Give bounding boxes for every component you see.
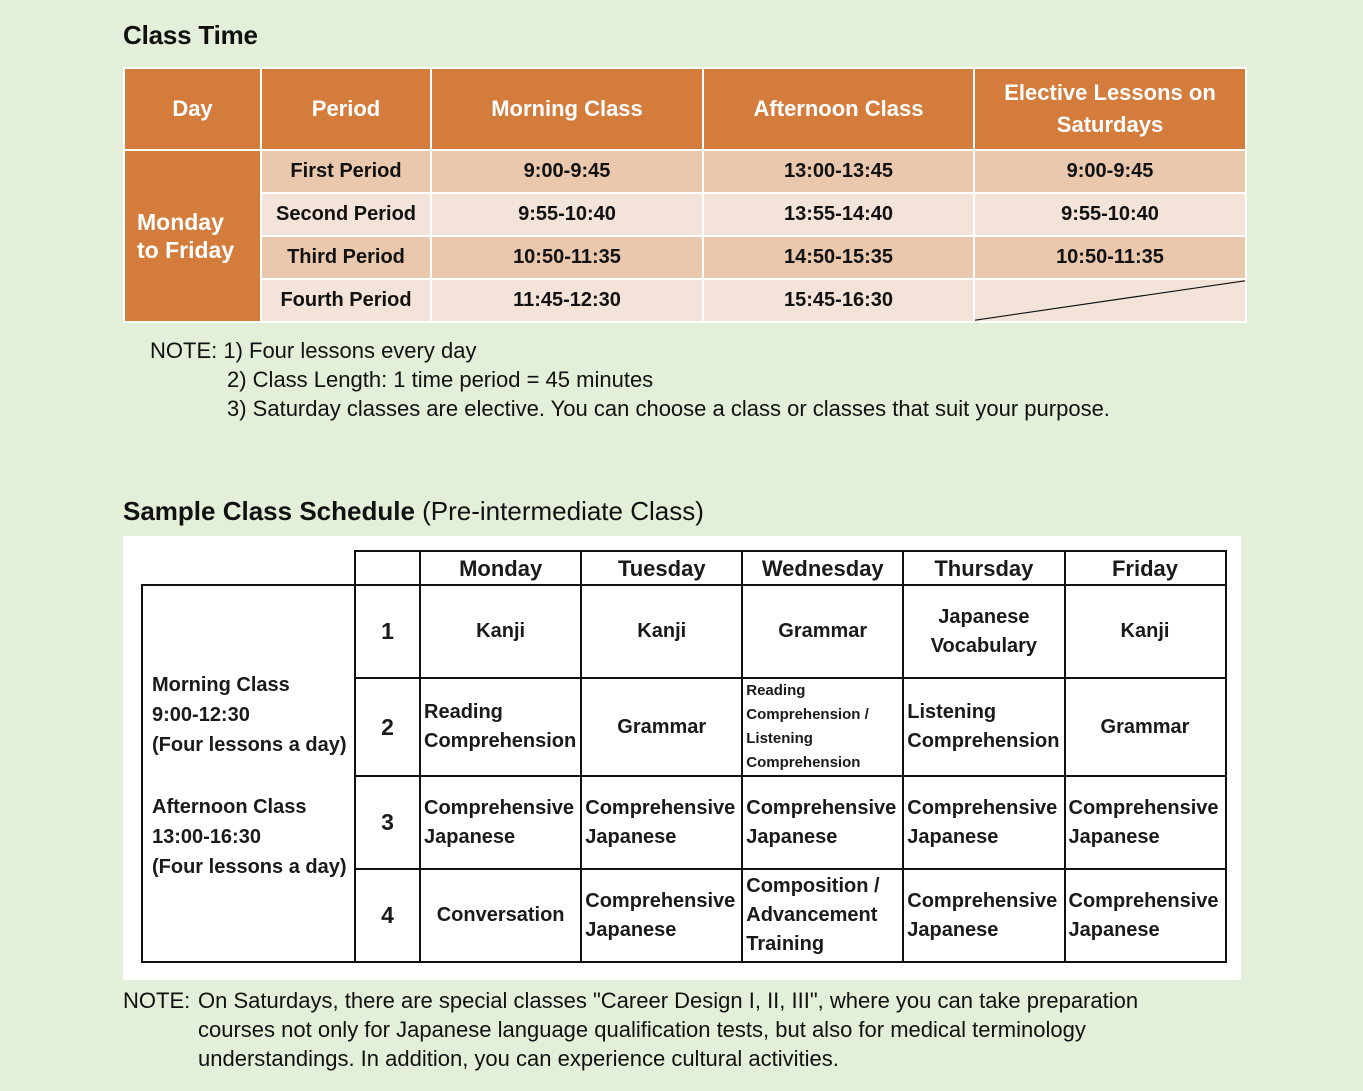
class-time-notes [150, 336, 1110, 423]
lesson-text: Comprehensive [746, 796, 897, 819]
note-line: 2) Class Length: 1 time period = 45 minutes [227, 367, 654, 392]
afternoon-time-cell: 13:55-14:40 [703, 193, 974, 236]
lesson-text: Japanese [585, 825, 677, 848]
day-header: Monday [420, 551, 581, 585]
lesson-cell [1065, 869, 1226, 962]
note-line: courses not only for Japanese language qualification tests, but also for medical terminology [198, 1017, 1086, 1042]
sample-schedule-table [141, 550, 1227, 963]
afternoon-label-time: 13:00-16:30 [152, 826, 261, 848]
afternoon-time-cell: 13:00-13:45 [703, 150, 974, 193]
lesson-cell [742, 585, 903, 678]
lesson-cell [903, 678, 1064, 776]
lesson-cell [581, 776, 742, 869]
period-number: 4 [355, 869, 420, 962]
lesson-cell [903, 776, 1064, 869]
lesson-text: Comprehensive [424, 796, 575, 819]
morning-time-cell: 11:45-12:30 [431, 279, 703, 322]
lesson-cell [420, 869, 581, 962]
lesson-cell [420, 776, 581, 869]
lesson-text: Comprehension [424, 730, 577, 752]
lesson-text: Japanese [907, 918, 999, 941]
afternoon-label [152, 792, 350, 882]
schedule-header-row [142, 551, 1226, 585]
morning-label [152, 670, 350, 760]
period-cell: First Period [261, 150, 431, 193]
lesson-text: Grammar [617, 715, 707, 738]
lesson-cell [742, 776, 903, 869]
class-time-title: Class Time [123, 20, 258, 50]
lesson-text: Japanese [746, 825, 838, 848]
period-number-header [355, 551, 420, 585]
afternoon-label-title: Afternoon Class [152, 796, 307, 818]
lesson-cell [742, 869, 903, 962]
day-header: Tuesday [581, 551, 742, 585]
period-cell: Second Period [261, 193, 431, 236]
lesson-text: Comprehensive [1068, 796, 1219, 819]
sample-schedule-panel [123, 536, 1241, 980]
header-morning: Morning Class [431, 68, 703, 150]
day-range-line1: Monday [137, 209, 224, 235]
day-header: Wednesday [742, 551, 903, 585]
afternoon-time-cell: 14:50-15:35 [703, 236, 974, 279]
header-period: Period [261, 68, 431, 150]
lesson-cell [581, 869, 742, 962]
saturday-time-cell: 9:00-9:45 [974, 150, 1246, 193]
lesson-text: Japanese [1068, 918, 1160, 941]
day-range-cell [124, 150, 261, 322]
sample-schedule-title-sub: (Pre-intermediate Class) [414, 496, 704, 526]
afternoon-time-cell: 15:45-16:30 [703, 279, 974, 322]
lesson-cell [1065, 678, 1226, 776]
table-row [124, 150, 1246, 193]
period-cell: Third Period [261, 236, 431, 279]
note-line: 3) Saturday classes are elective. You can choose a class or classes that suit your purpose. [227, 396, 1110, 421]
lesson-text: Advancement [746, 904, 878, 926]
note-label: NOTE: [123, 988, 191, 1013]
class-time-header-row [124, 68, 1246, 150]
lesson-text: Japanese [424, 825, 516, 848]
lesson-text: Reading [746, 682, 806, 699]
note-row [123, 986, 1263, 1073]
lesson-text: Japanese [1068, 825, 1160, 848]
lesson-cell [581, 585, 742, 678]
diagonal-slash-icon [975, 280, 1245, 321]
blank-corner [142, 551, 355, 585]
lesson-text: Comprehensive [585, 796, 736, 819]
lesson-cell [903, 869, 1064, 962]
morning-time-cell: 9:55-10:40 [431, 193, 703, 236]
morning-label-time: 9:00-12:30 [152, 704, 250, 726]
saturday-time-cell: 10:50-11:35 [974, 236, 1246, 279]
schedule-note [123, 986, 1263, 1073]
morning-time-cell: 9:00-9:45 [431, 150, 703, 193]
lesson-text: Comprehensive [907, 796, 1058, 819]
sample-schedule-title-bold: Sample Class Schedule [123, 496, 415, 526]
day-range-line2: to Friday [137, 237, 235, 263]
header-day: Day [124, 68, 261, 150]
lesson-cell [742, 678, 903, 776]
lesson-text: Reading [424, 701, 503, 723]
lesson-text: Japanese [938, 605, 1030, 628]
lesson-text: Listening [746, 730, 813, 747]
morning-label-count: (Four lessons a day) [152, 734, 347, 756]
note-body [198, 986, 1138, 1073]
lesson-text: Composition / [746, 875, 880, 897]
lesson-cell [1065, 585, 1226, 678]
lesson-cell [581, 678, 742, 776]
lesson-text: Comprehension [907, 730, 1060, 752]
note-line: On Saturdays, there are special classes "Career Design I, II, III", where you can take preparation [198, 988, 1139, 1013]
lesson-text: Training [746, 933, 825, 955]
class-time-table [123, 67, 1247, 323]
lesson-text: Kanji [637, 620, 687, 642]
lesson-text: Kanji [1120, 620, 1170, 642]
table-row [124, 279, 1246, 322]
lesson-text: Vocabulary [930, 634, 1038, 657]
schedule-row [142, 585, 1226, 678]
afternoon-label-count: (Four lessons a day) [152, 856, 347, 878]
table-row [124, 193, 1246, 236]
lesson-text: Comprehension [746, 754, 861, 771]
session-labels [142, 585, 355, 962]
lesson-text: Listening [907, 701, 997, 723]
lesson-cell [903, 585, 1064, 678]
day-header: Thursday [903, 551, 1064, 585]
saturday-empty-cell [974, 279, 1246, 322]
saturday-time-cell: 9:55-10:40 [974, 193, 1246, 236]
morning-time-cell: 10:50-11:35 [431, 236, 703, 279]
morning-label-title: Morning Class [152, 674, 290, 696]
note-line: understandings. In addition, you can experience cultural activities. [198, 1046, 839, 1071]
period-number: 3 [355, 776, 420, 869]
lesson-text: Kanji [476, 620, 526, 642]
sample-schedule-title [123, 496, 704, 527]
lesson-text: Grammar [1100, 715, 1190, 738]
lesson-text: Grammar [778, 620, 868, 642]
lesson-cell [420, 678, 581, 776]
lesson-text: Comprehensive [585, 889, 736, 912]
lesson-cell [420, 585, 581, 678]
period-number: 2 [355, 678, 420, 776]
note-line: NOTE: 1) Four lessons every day [150, 338, 477, 363]
period-number: 1 [355, 585, 420, 678]
lesson-text: Comprehensive [907, 889, 1058, 912]
table-row [124, 236, 1246, 279]
header-saturday: Elective Lessons on Saturdays [974, 68, 1246, 150]
lesson-text: Japanese [907, 825, 999, 848]
lesson-text: Conversation [436, 904, 565, 926]
day-header: Friday [1065, 551, 1226, 585]
lesson-text: Japanese [585, 918, 677, 941]
lesson-text: Comprehension / [746, 706, 869, 723]
lesson-text: Comprehensive [1068, 889, 1219, 912]
lesson-cell [1065, 776, 1226, 869]
header-afternoon: Afternoon Class [703, 68, 974, 150]
period-cell: Fourth Period [261, 279, 431, 322]
